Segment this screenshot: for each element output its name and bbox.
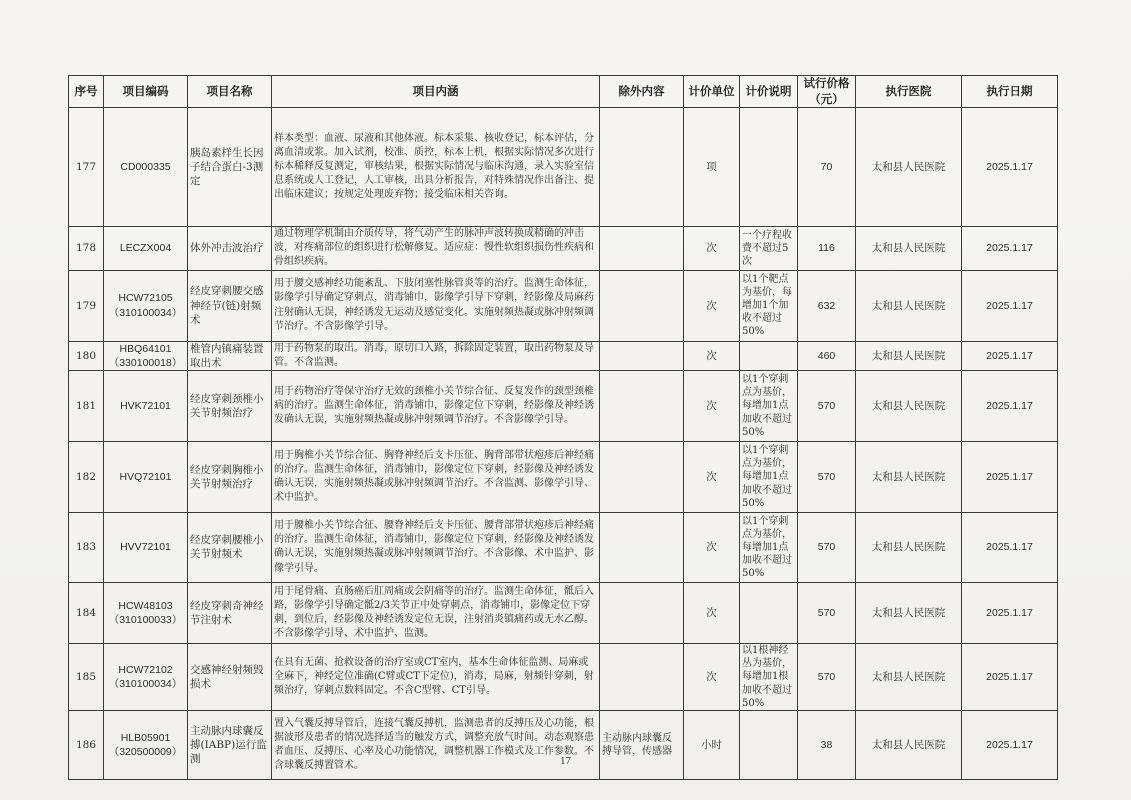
cell-hospital: 太和县人民医院 — [856, 341, 962, 370]
cell-content: 用于腰交感神经功能紊乱、下肢闭塞性脉管炎等的治疗。监测生命体征，影像学引导确定穿刺点，消毒铺巾，影像学引导下穿刺，经影像及局麻药注射确认无误，神经诱发无运动及感觉变化。实施射频热凝或脉冲射频调节治疗。不含影像学引导。 — [272, 270, 600, 341]
code-primary: LECZX004 — [119, 242, 172, 255]
code-primary: HVV72101 — [120, 541, 171, 554]
table-row — [69, 108, 1058, 227]
cell-price: 570 — [798, 370, 856, 441]
header-price: 试行价格（元） — [798, 76, 856, 108]
cell-exclusions — [600, 227, 684, 271]
code-primary: HVK72101 — [120, 399, 171, 412]
cell-exclusions — [600, 108, 684, 227]
cell-code — [104, 582, 188, 643]
table-row — [69, 512, 1058, 582]
cell-content: 置入气囊反搏导管后，连接气囊反搏机，监测患者的反搏压及心功能，根据波形及患者的情况选择适当的触发方式，调整充放气时间。动态观察患者血压、反搏压、心率及心功能情况，调整机器工作模式及工作参数。不含球囊反搏置管术。 — [272, 710, 600, 779]
table-row — [69, 341, 1058, 370]
cell-name: 体外冲击波治疗 — [188, 227, 272, 271]
cell-price: 632 — [798, 270, 856, 341]
cell-hospital: 太和县人民医院 — [856, 643, 962, 710]
cell-name: 经皮穿刺奇神经节注射术 — [188, 582, 272, 643]
cell-date: 2025.1.17 — [962, 710, 1058, 779]
price-table — [68, 75, 1058, 780]
cell-name: 主动脉内球囊反搏(IABP)运行监测 — [188, 710, 272, 779]
code-primary: HCW72105 — [118, 292, 173, 305]
cell-content: 样本类型：血液、尿液和其他体液。标本采集、核收登记，标本评估，分离血清或浆。加入试剂，校准、质控，标本上机，根据实际情况多次进行标本稀释反复测定，审核结果，根据实际情况与临床沟通，录入实验室信息系统或人工登记，人工审核，出具分析报告，对特殊情况作出备注、提出临床建议；按规定处理废弃物；接受临床相关咨询。 — [272, 108, 600, 227]
cell-content: 在具有无菌、抢救设备的治疗室或CT室内，基本生命体征监测、局麻或全麻下，神经定位准确(C臂或CT下定位)，消毒，局麻，射频针穿刺，射频治疗，穿刺点数料固定。不含C型臂、CT引导。 — [272, 643, 600, 710]
cell-content: 用于尾骨痛、直肠癌后肛周痛或会阴痛等的治疗。监测生命体征，骶后入路，影像学引导确定骶2/3关节正中处穿刺点，消毒铺巾，影像定位下穿刺，到位后，经影像及神经诱发定位无误，注射消炎镇痛药或无水乙醇。不含影像学引导、术中监护、监测。 — [272, 582, 600, 643]
cell-date: 2025.1.17 — [962, 512, 1058, 582]
cell-name: 经皮穿刺腰交感神经节(链)射频术 — [188, 270, 272, 341]
cell-seq: 186 — [69, 710, 104, 779]
header-hospital: 执行医院 — [856, 76, 962, 108]
cell-exclusions — [600, 441, 684, 512]
cell-price: 70 — [798, 108, 856, 227]
cell-date: 2025.1.17 — [962, 643, 1058, 710]
cell-notes — [740, 108, 798, 227]
code-primary: CD000335 — [120, 160, 171, 173]
cell-exclusions — [600, 341, 684, 370]
cell-hospital: 太和县人民医院 — [856, 512, 962, 582]
cell-hospital: 太和县人民医院 — [856, 108, 962, 227]
cell-content: 通过物理学机制由介质传导，将气动产生的脉冲声波转换成精确的冲击波，对疼痛部位的组织进行松解修复。适应症：慢性软组织损伤性疾病和骨组织疾病。 — [272, 227, 600, 271]
cell-content: 用于药物治疗等保守治疗无效的颈椎小关节综合征、反复发作的颈型颈椎病的治疗。监测生命体征，消毒铺巾，影像定位下穿刺，经影像及神经诱发确认无误，实施射频热凝或脉冲射频调节治疗。不含影像学引导。 — [272, 370, 600, 441]
cell-hospital: 太和县人民医院 — [856, 441, 962, 512]
table-row — [69, 643, 1058, 710]
cell-notes: 一个疗程收费不超过5次 — [740, 227, 798, 271]
table-row — [69, 370, 1058, 441]
cell-unit: 次 — [684, 582, 740, 643]
cell-hospital: 太和县人民医院 — [856, 710, 962, 779]
cell-notes: 以1个穿刺点为基价，每增加1点加收不超过50% — [740, 370, 798, 441]
cell-code — [104, 108, 188, 227]
cell-unit: 次 — [684, 512, 740, 582]
cell-code — [104, 643, 188, 710]
cell-exclusions — [600, 643, 684, 710]
table-body — [69, 108, 1058, 780]
cell-code — [104, 512, 188, 582]
table-row — [69, 270, 1058, 341]
header-unit: 计价单位 — [684, 76, 740, 108]
header-name: 项目名称 — [188, 76, 272, 108]
cell-notes: 以1根神经丛为基价，每增加1根加收不超过50% — [740, 643, 798, 710]
code-primary: HCW48103 — [118, 599, 173, 612]
cell-content: 用于腰椎小关节综合征、腰脊神经后支卡压征、腰背部带状疱疹后神经痛的治疗。监测生命体征，消毒铺巾，影像定位下穿刺，经影像及神经诱发确认无误，实施射频热凝或脉冲射频调节治疗。不含影像、术中监护、影像学引导。 — [272, 512, 600, 582]
cell-date: 2025.1.17 — [962, 108, 1058, 227]
cell-code — [104, 441, 188, 512]
cell-seq: 183 — [69, 512, 104, 582]
code-secondary: （320500009） — [108, 745, 183, 758]
cell-seq: 182 — [69, 441, 104, 512]
cell-name: 经皮穿刺腰椎小关节射频术 — [188, 512, 272, 582]
header-code: 项目编码 — [104, 76, 188, 108]
table-row — [69, 582, 1058, 643]
header-seq: 序号 — [69, 76, 104, 108]
code-primary: HLB05901 — [120, 731, 171, 744]
cell-hospital: 太和县人民医院 — [856, 227, 962, 271]
cell-unit: 小时 — [684, 710, 740, 779]
cell-name: 经皮穿刺颈椎小关节射频治疗 — [188, 370, 272, 441]
cell-code — [104, 341, 188, 370]
header-date: 执行日期 — [962, 76, 1058, 108]
code-secondary: （310100033） — [108, 613, 183, 626]
cell-unit: 次 — [684, 643, 740, 710]
cell-price: 116 — [798, 227, 856, 271]
code-secondary: （310100034） — [108, 306, 183, 319]
cell-exclusions — [600, 270, 684, 341]
cell-seq: 181 — [69, 370, 104, 441]
cell-price: 570 — [798, 512, 856, 582]
cell-content: 用于药物泵的取出。消毒，原切口入路，拆除固定装置，取出药物泵及导管。不含监测。 — [272, 341, 600, 370]
code-secondary: （330100018） — [108, 356, 183, 369]
cell-notes — [740, 582, 798, 643]
cell-date: 2025.1.17 — [962, 370, 1058, 441]
header-exclusions: 除外内容 — [600, 76, 684, 108]
cell-name: 胰岛素样生长因子结合蛋白-3测定 — [188, 108, 272, 227]
cell-seq: 177 — [69, 108, 104, 227]
cell-price: 570 — [798, 441, 856, 512]
cell-code — [104, 370, 188, 441]
table-header — [69, 76, 1058, 108]
cell-name: 交感神经射频毁损术 — [188, 643, 272, 710]
cell-price: 570 — [798, 582, 856, 643]
cell-seq: 178 — [69, 227, 104, 271]
table-row — [69, 441, 1058, 512]
cell-exclusions — [600, 512, 684, 582]
cell-unit: 次 — [684, 370, 740, 441]
cell-notes — [740, 341, 798, 370]
cell-unit: 次 — [684, 270, 740, 341]
code-primary: HCW72102 — [118, 663, 173, 676]
cell-code — [104, 710, 188, 779]
cell-date: 2025.1.17 — [962, 341, 1058, 370]
cell-date: 2025.1.17 — [962, 441, 1058, 512]
cell-unit: 次 — [684, 441, 740, 512]
cell-date: 2025.1.17 — [962, 227, 1058, 271]
code-primary: HBQ64101 — [119, 342, 172, 355]
cell-seq: 184 — [69, 582, 104, 643]
cell-hospital: 太和县人民医院 — [856, 370, 962, 441]
cell-code — [104, 227, 188, 271]
cell-price: 38 — [798, 710, 856, 779]
cell-date: 2025.1.17 — [962, 270, 1058, 341]
cell-notes: 以1个穿刺点为基价，每增加1点加收不超过50% — [740, 512, 798, 582]
code-secondary: （310100034） — [108, 677, 183, 690]
cell-notes — [740, 710, 798, 779]
cell-price: 460 — [798, 341, 856, 370]
table-row — [69, 710, 1058, 779]
cell-seq: 180 — [69, 341, 104, 370]
cell-notes: 以1个穿刺点为基价，每增加1点加收不超过50% — [740, 441, 798, 512]
cell-price: 570 — [798, 643, 856, 710]
cell-name: 经皮穿刺胸椎小关节射频治疗 — [188, 441, 272, 512]
cell-unit: 次 — [684, 227, 740, 271]
header-content: 项目内涵 — [272, 76, 600, 108]
cell-notes: 以1个靶点为基价，每增加1个加收不超过50% — [740, 270, 798, 341]
cell-code — [104, 270, 188, 341]
cell-hospital: 太和县人民医院 — [856, 582, 962, 643]
cell-content: 用于胸椎小关节综合征、胸脊神经后支卡压征、胸背部带状疱疹后神经痛的治疗。监测生命体征，消毒铺巾，影像定位下穿刺，经影像及神经诱发确认无误，实施射频热凝或脉冲射频调节治疗。不含监测、影像学引导、术中监护。 — [272, 441, 600, 512]
cell-unit: 项 — [684, 108, 740, 227]
header-notes: 计价说明 — [740, 76, 798, 108]
cell-unit: 次 — [684, 341, 740, 370]
cell-name: 椎管内镇痛装置取出术 — [188, 341, 272, 370]
cell-exclusions — [600, 582, 684, 643]
cell-seq: 185 — [69, 643, 104, 710]
cell-date: 2025.1.17 — [962, 582, 1058, 643]
code-primary: HVQ72101 — [119, 470, 172, 483]
cell-exclusions: 主动脉内球囊反搏导管，传感器 — [600, 710, 684, 779]
table-row — [69, 227, 1058, 271]
cell-exclusions — [600, 370, 684, 441]
cell-hospital: 太和县人民医院 — [856, 270, 962, 341]
page-number: 17 — [560, 755, 571, 767]
cell-seq: 179 — [69, 270, 104, 341]
